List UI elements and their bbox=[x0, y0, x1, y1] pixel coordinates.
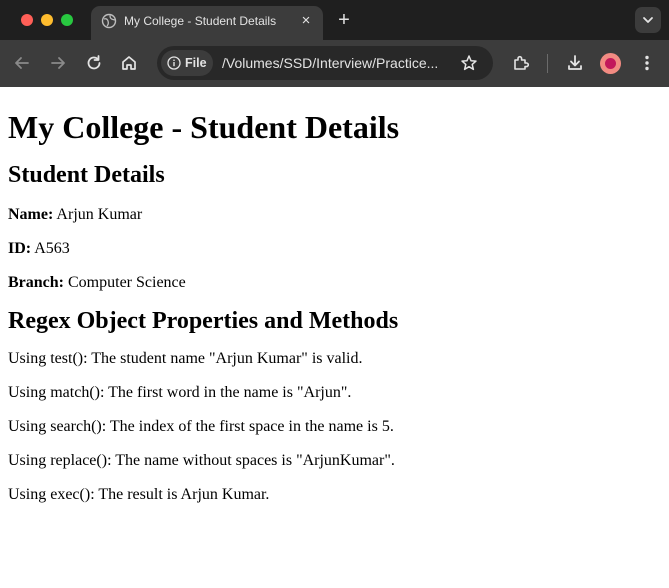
page-title: My College - Student Details bbox=[8, 109, 400, 145]
avatar-icon bbox=[605, 58, 616, 69]
field-value: Arjun Kumar bbox=[53, 206, 143, 223]
downloads-button[interactable] bbox=[564, 52, 586, 74]
maximize-window-button[interactable] bbox=[61, 14, 73, 26]
kebab-menu-icon bbox=[636, 52, 658, 74]
regex-replace-line: Using replace(): The name without spaces is "ArjunKumar". bbox=[8, 452, 395, 469]
forward-button[interactable] bbox=[47, 52, 69, 74]
browser-tab-active[interactable] bbox=[91, 6, 323, 40]
field-label: Name: bbox=[8, 206, 54, 223]
site-info-chip[interactable] bbox=[161, 50, 213, 76]
arrow-right-icon bbox=[47, 52, 69, 74]
regex-search-line: Using search(): The index of the first space in the name is 5. bbox=[8, 418, 394, 435]
tab-search-button[interactable] bbox=[635, 7, 661, 33]
puzzle-icon bbox=[510, 52, 532, 74]
field-value: Computer Science bbox=[64, 274, 186, 291]
back-button[interactable] bbox=[11, 52, 33, 74]
regex-test-line: Using test(): The student name "Arjun Kumar" is valid. bbox=[8, 350, 363, 367]
chevron-down-icon bbox=[635, 7, 661, 33]
close-window-button[interactable] bbox=[21, 14, 33, 26]
minimize-window-button[interactable] bbox=[41, 14, 53, 26]
tab-close-icon[interactable]: × bbox=[301, 12, 311, 29]
field-value: A563 bbox=[31, 240, 70, 257]
student-id-row bbox=[8, 240, 661, 258]
home-button[interactable] bbox=[118, 52, 140, 74]
bookmark-star-icon[interactable] bbox=[460, 54, 478, 72]
info-icon bbox=[167, 56, 181, 70]
profile-avatar[interactable] bbox=[600, 53, 621, 74]
browser-menu-button[interactable] bbox=[636, 52, 658, 74]
student-name-row bbox=[8, 206, 661, 224]
student-branch-row bbox=[8, 274, 661, 292]
reload-button[interactable] bbox=[83, 52, 105, 74]
student-details-heading: Student Details bbox=[8, 162, 165, 188]
regex-match-line: Using match(): The first word in the name is "Arjun". bbox=[8, 384, 352, 401]
toolbar-divider bbox=[547, 54, 548, 73]
download-icon bbox=[564, 52, 586, 74]
tab-strip bbox=[0, 0, 669, 40]
address-bar[interactable] bbox=[157, 46, 493, 80]
regex-exec-line: Using exec(): The result is Arjun Kumar. bbox=[8, 486, 270, 503]
page-content bbox=[0, 87, 669, 588]
tab-title: My College - Student Details bbox=[124, 14, 277, 28]
home-icon bbox=[118, 52, 140, 74]
reload-icon bbox=[83, 52, 105, 74]
browser-toolbar bbox=[0, 40, 669, 87]
field-label: ID: bbox=[8, 240, 32, 257]
field-label: Branch: bbox=[8, 274, 64, 291]
globe-icon bbox=[101, 13, 117, 29]
new-tab-button[interactable]: + bbox=[338, 9, 350, 31]
extensions-button[interactable] bbox=[510, 52, 532, 74]
site-info-label: File bbox=[185, 56, 207, 70]
url-text[interactable]: /Volumes/SSD/Interview/Practice... bbox=[222, 55, 439, 71]
arrow-left-icon bbox=[11, 52, 33, 74]
regex-heading: Regex Object Properties and Methods bbox=[8, 308, 399, 334]
